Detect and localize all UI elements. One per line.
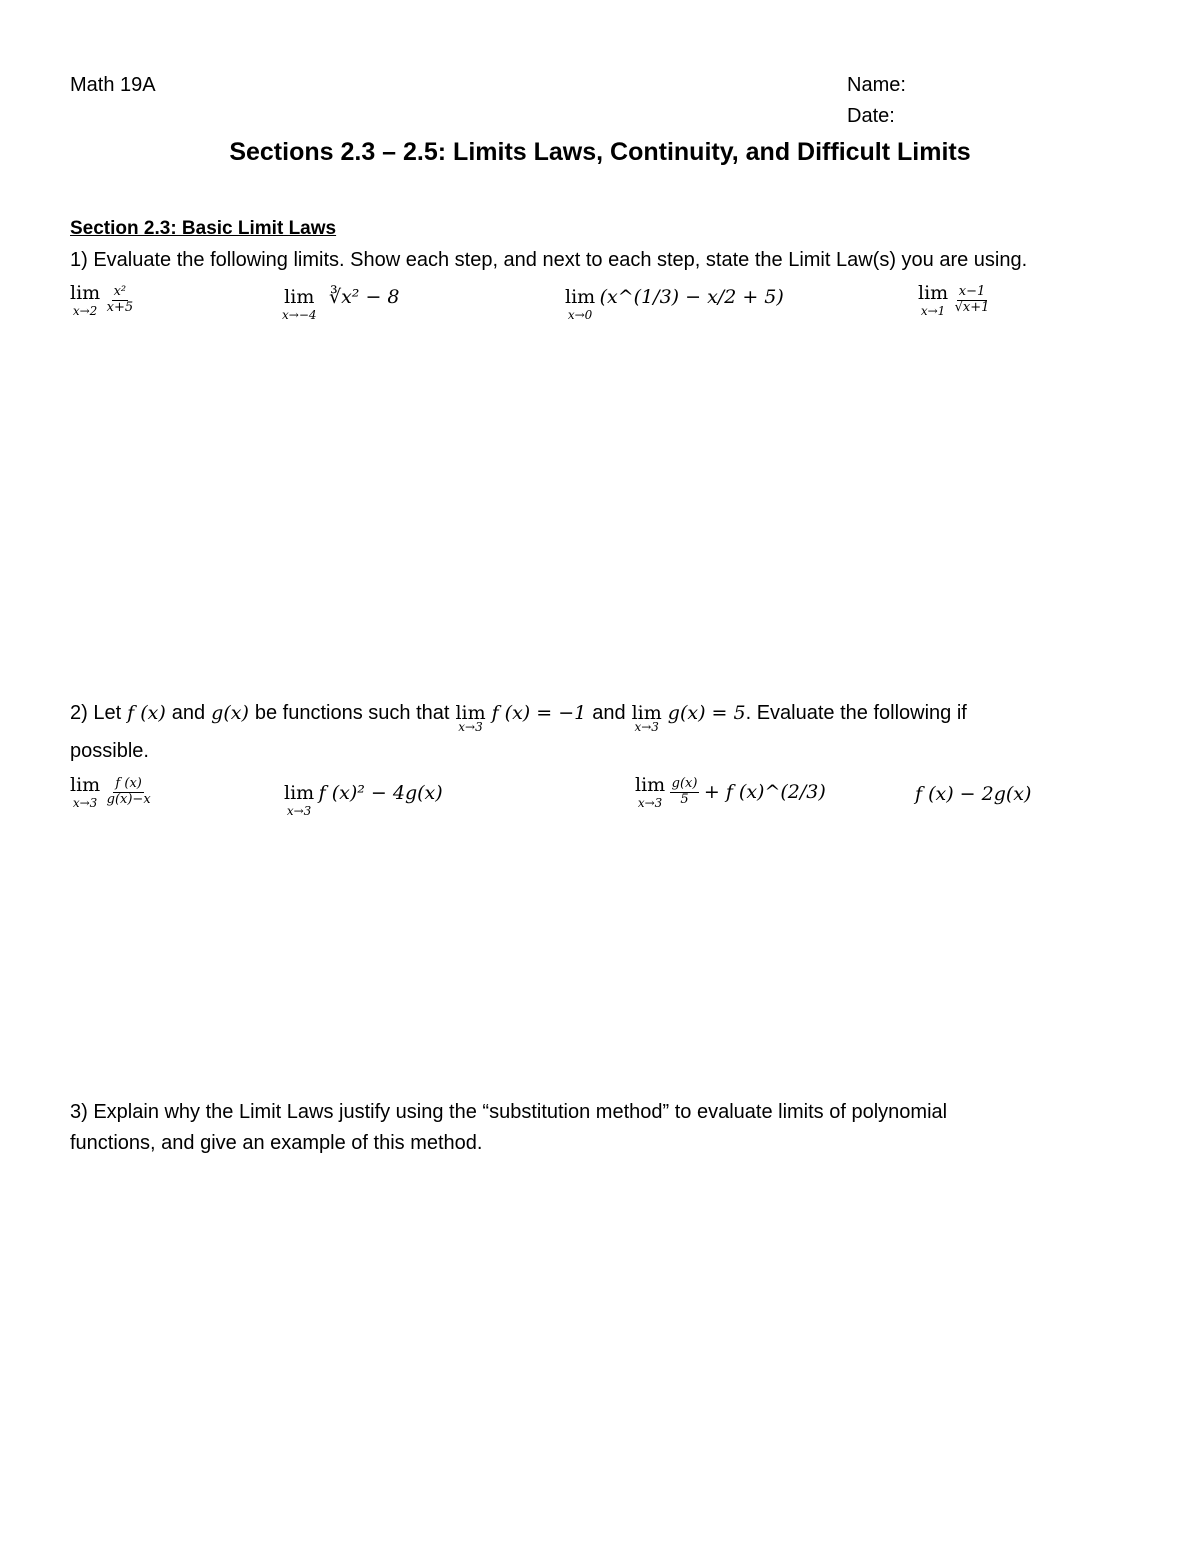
q2-limit-1 xyxy=(70,774,153,810)
q2-given-limit-1 xyxy=(455,702,485,734)
q2-limit-3 xyxy=(635,774,826,810)
q2-limit-2 xyxy=(284,782,443,818)
fraction xyxy=(670,777,700,808)
denominator: g(x)−x xyxy=(106,791,151,807)
lim-operator: lim xyxy=(455,702,486,724)
course-label: Math 19A xyxy=(70,74,156,96)
q2-text-evaluate: . Evaluate the following if xyxy=(745,702,967,724)
fraction xyxy=(953,285,992,316)
expression-tail: + f (x)^(2/3) xyxy=(703,781,826,803)
numerator: x² xyxy=(113,283,127,299)
q2-text-and-2: and xyxy=(592,702,626,724)
lim-operator: lim xyxy=(918,282,949,304)
section-heading: Section 2.3: Basic Limit Laws xyxy=(70,218,337,239)
q1-limit-1 xyxy=(70,282,135,318)
denominator: 5 xyxy=(680,791,689,807)
date-label: Date: xyxy=(847,105,895,127)
lim-subscript: x→1 xyxy=(920,304,946,318)
numerator: x−1 xyxy=(958,283,986,299)
lim-operator: lim xyxy=(635,774,666,796)
q1-limit-2 xyxy=(282,286,400,322)
q2-text-and: and xyxy=(171,702,206,724)
lim-operator: lim xyxy=(70,282,101,304)
numerator: g(x) xyxy=(671,775,698,791)
question-2-line-2: possible. xyxy=(70,740,149,762)
lim-subscript: x→3 xyxy=(637,796,663,810)
page-title: Sections 2.3 – 2.5: Limits Laws, Continuity, and Difficult Limits xyxy=(229,138,971,166)
q2-g-of-x: g(x) xyxy=(211,702,249,724)
question-2-line-1 xyxy=(70,702,967,734)
lim-subscript: x→0 xyxy=(567,308,593,322)
lim-operator: lim xyxy=(284,286,315,308)
expression: f (x)² − 4g(x) xyxy=(318,782,443,804)
q1-limit-4 xyxy=(918,282,991,318)
denominator: √x+1 xyxy=(954,299,990,315)
numerator: f (x) xyxy=(115,775,142,791)
q2-text-let: 2) Let xyxy=(70,702,122,724)
lim-operator: lim xyxy=(631,702,662,724)
cube-root-expression: ∛x² − 8 xyxy=(328,286,400,308)
lim-subscript: x→−4 xyxy=(282,308,317,322)
denominator: x+5 xyxy=(106,299,134,315)
fraction xyxy=(105,777,153,808)
lim-operator: lim xyxy=(284,782,315,804)
q2-f-of-x: f (x) xyxy=(127,702,166,724)
polynomial-expression: (x^(1/3) − x/2 + 5) xyxy=(599,286,784,308)
q2-given-limit-2 xyxy=(632,702,662,734)
lim-subscript: x→3 xyxy=(458,720,483,734)
q2-expression-4: f (x) − 2g(x) xyxy=(915,783,1032,805)
fraction xyxy=(105,285,136,316)
lim-subscript: x→2 xyxy=(72,304,98,318)
q2-text-such-that: be functions such that xyxy=(254,702,450,724)
name-label: Name: xyxy=(847,74,906,96)
question-1-prompt: 1) Evaluate the following limits. Show each step, and next to each step, state the Limit Law(s) you are using. xyxy=(70,249,1028,271)
question-3-line-2: functions, and give an example of this method. xyxy=(70,1132,483,1154)
lim-operator: lim xyxy=(70,774,101,796)
lim-subscript: x→3 xyxy=(72,796,98,810)
q1-limit-3 xyxy=(565,286,784,322)
q2-given-value-1: f (x) = −1 xyxy=(491,702,587,724)
q2-given-value-2: g(x) = 5 xyxy=(667,702,746,724)
lim-subscript: x→3 xyxy=(634,720,659,734)
lim-subscript: x→3 xyxy=(286,804,312,818)
lim-operator: lim xyxy=(565,286,596,308)
question-3-line-1: 3) Explain why the Limit Laws justify using the “substitution method” to evaluate limits of polynomial xyxy=(70,1101,948,1123)
